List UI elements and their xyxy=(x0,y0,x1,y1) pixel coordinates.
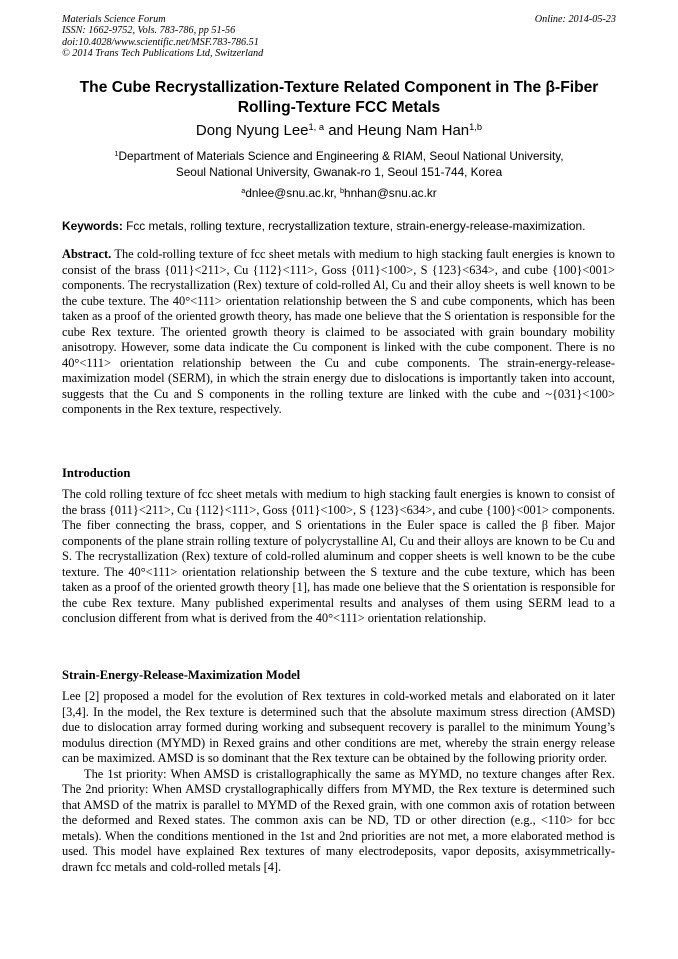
introduction-paragraph: The cold rolling texture of fcc sheet metals with medium to high stacking fault energies is known to consist of the brass {011}<211>, Cu {112}<111>, Goss {011}<100>, S {123}<634>, and cube {100}<001> components. The fiber connecting the brass, copper, and S orientations in the Euler space is called the β fiber. Major components of the plane strain rolling texture of polycrystalline Al, Cu and their alloys are known to be Cu and S. The recrystallization (Rex) texture of cold-rolled aluminum and copper sheets is well known to be the cube texture. The 40°<111> orientation relationship between the S texture and the cube texture, which has been taken as a proof of the oriented growth theory [1], has made one believe that the S orientation is responsible for the cube Rex texture. Many published experimental results and analyses of them using SERM lead to a conclusion different from what is derived from the 40°<111> orientation relationship. xyxy=(62,487,616,626)
affiliation-line-2: Seoul National University, Gwanak-ro 1, Seoul 151-744, Korea xyxy=(175,165,503,179)
affiliation-text-1: Department of Materials Science and Engineering & RIAM, Seoul National University, xyxy=(118,149,564,163)
issn-line: ISSN: 1662-9752, Vols. 783-786, pp 51-56 xyxy=(62,25,236,37)
email-b: hnhan@snu.ac.kr xyxy=(344,186,437,200)
affiliation-mark: 1 xyxy=(114,148,119,158)
affiliation xyxy=(40,148,638,180)
abstract-label: Abstract. xyxy=(62,247,112,261)
introduction-heading: Introduction xyxy=(62,466,131,480)
abstract xyxy=(62,247,615,418)
online-date: Online: 2014-05-23 xyxy=(534,14,616,25)
copyright-line: © 2014 Trans Tech Publications Ltd, Switzerland xyxy=(62,48,264,60)
title-line-1: The Cube Recrystallization-Texture Related Component in The β-Fiber xyxy=(79,79,599,96)
keywords-label: Keywords: xyxy=(62,219,123,233)
serm-heading: Strain-Energy-Release-Maximization Model xyxy=(62,668,301,682)
introduction-body xyxy=(62,487,615,627)
author-2-affiliation-mark: 1,b xyxy=(469,121,483,132)
author-emails xyxy=(40,186,638,200)
email-a: dnlee@snu.ac.kr, xyxy=(245,186,337,200)
email-a-mark: a xyxy=(241,185,246,195)
author-list xyxy=(40,121,638,141)
serm-body xyxy=(62,689,615,876)
author-connector: and xyxy=(324,122,358,139)
author-1-affiliation-mark: 1, a xyxy=(308,121,325,132)
serm-paragraph-1: Lee [2] proposed a model for the evolution of Rex textures in cold-worked metals and elaborated on it later [3,4]. In the model, the Rex texture is determined such that the absolute maximum stress direction (AMSD) due to dislocation array formed during working and subsequent recovery is parallel to the minimum Young’s modulus direction (MYMD) in Rexed grains and other conditions are met, whereby the strain energy release can be maximized. AMSD is so dominant that the Rex texture can be obtained by the following priority order. xyxy=(62,689,615,766)
journal-name: Materials Science Forum xyxy=(62,14,166,25)
abstract-text: The cold-rolling texture of fcc sheet metals with medium to high stacking fault energies is known to consist of the brass {011}<211>, Cu {112}<111>, Goss {011}<100>, S {123}<634>, and cube {100}<001> components. The recrystallization (Rex) texture of cold-rolled Al, Cu and their alloy sheets is well known to be the cube texture. The 40°<111> orientation relationship between the S and cube components, which has been taken as a proof of the oriented growth theory, has made one believe that the S orientation is responsible for the cube Rex texture. The oriented growth theory is claimed to be associated with grain boundary mobility anisotropy. However, some data indicate the Cu component is linked with the cube component. There is no 40°<111> orientation relationship between the Cu and cube components. The strain-energy-release-maximization model (SERM), in which the strain energy due to dislocations is importantly taken into account, suggests that the Cu and S components in the rolling texture are linked with the cube and ~{031}<100> components in the Rex texture, respectively. xyxy=(62,247,615,417)
email-b-mark: b xyxy=(339,185,345,195)
title-line-2: Rolling-Texture FCC Metals xyxy=(237,99,441,116)
author-1: Dong Nyung Lee xyxy=(195,122,309,139)
journal-header xyxy=(62,14,616,60)
author-2: Heung Nam Han xyxy=(357,122,470,139)
affiliation-line-1 xyxy=(40,148,638,164)
abstract-paragraph xyxy=(62,247,615,418)
paper-title xyxy=(40,78,638,118)
doi-line: doi:10.4028/www.scientific.net/MSF.783-786.51 xyxy=(62,36,259,48)
keywords-text: Fcc metals, rolling texture, recrystallization texture, strain-energy-release-maximization. xyxy=(122,219,586,233)
keywords xyxy=(62,219,618,233)
serm-paragraph-2: The 1st priority: When AMSD is cristallographically the same as MYMD, no texture changes after Rex. The 2nd priority: When AMSD crystallographically differs from MYMD, the Rex texture is determined such that AMSD of the matrix is parallel to MYMD of the Rexed grain, with one common axis of rotation between the deformed and Rexed states. The common axis can be ND, TD or other direction (e.g., <110> for bcc metals). When the conditions mentioned in the 1st and 2nd priorities are not met, a more elaborated method is used. This model have explained Rex textures of many electrodeposits, vapor deposits, axisymmetrically-drawn fcc metals and cold-rolled metals [4]. xyxy=(62,766,615,875)
